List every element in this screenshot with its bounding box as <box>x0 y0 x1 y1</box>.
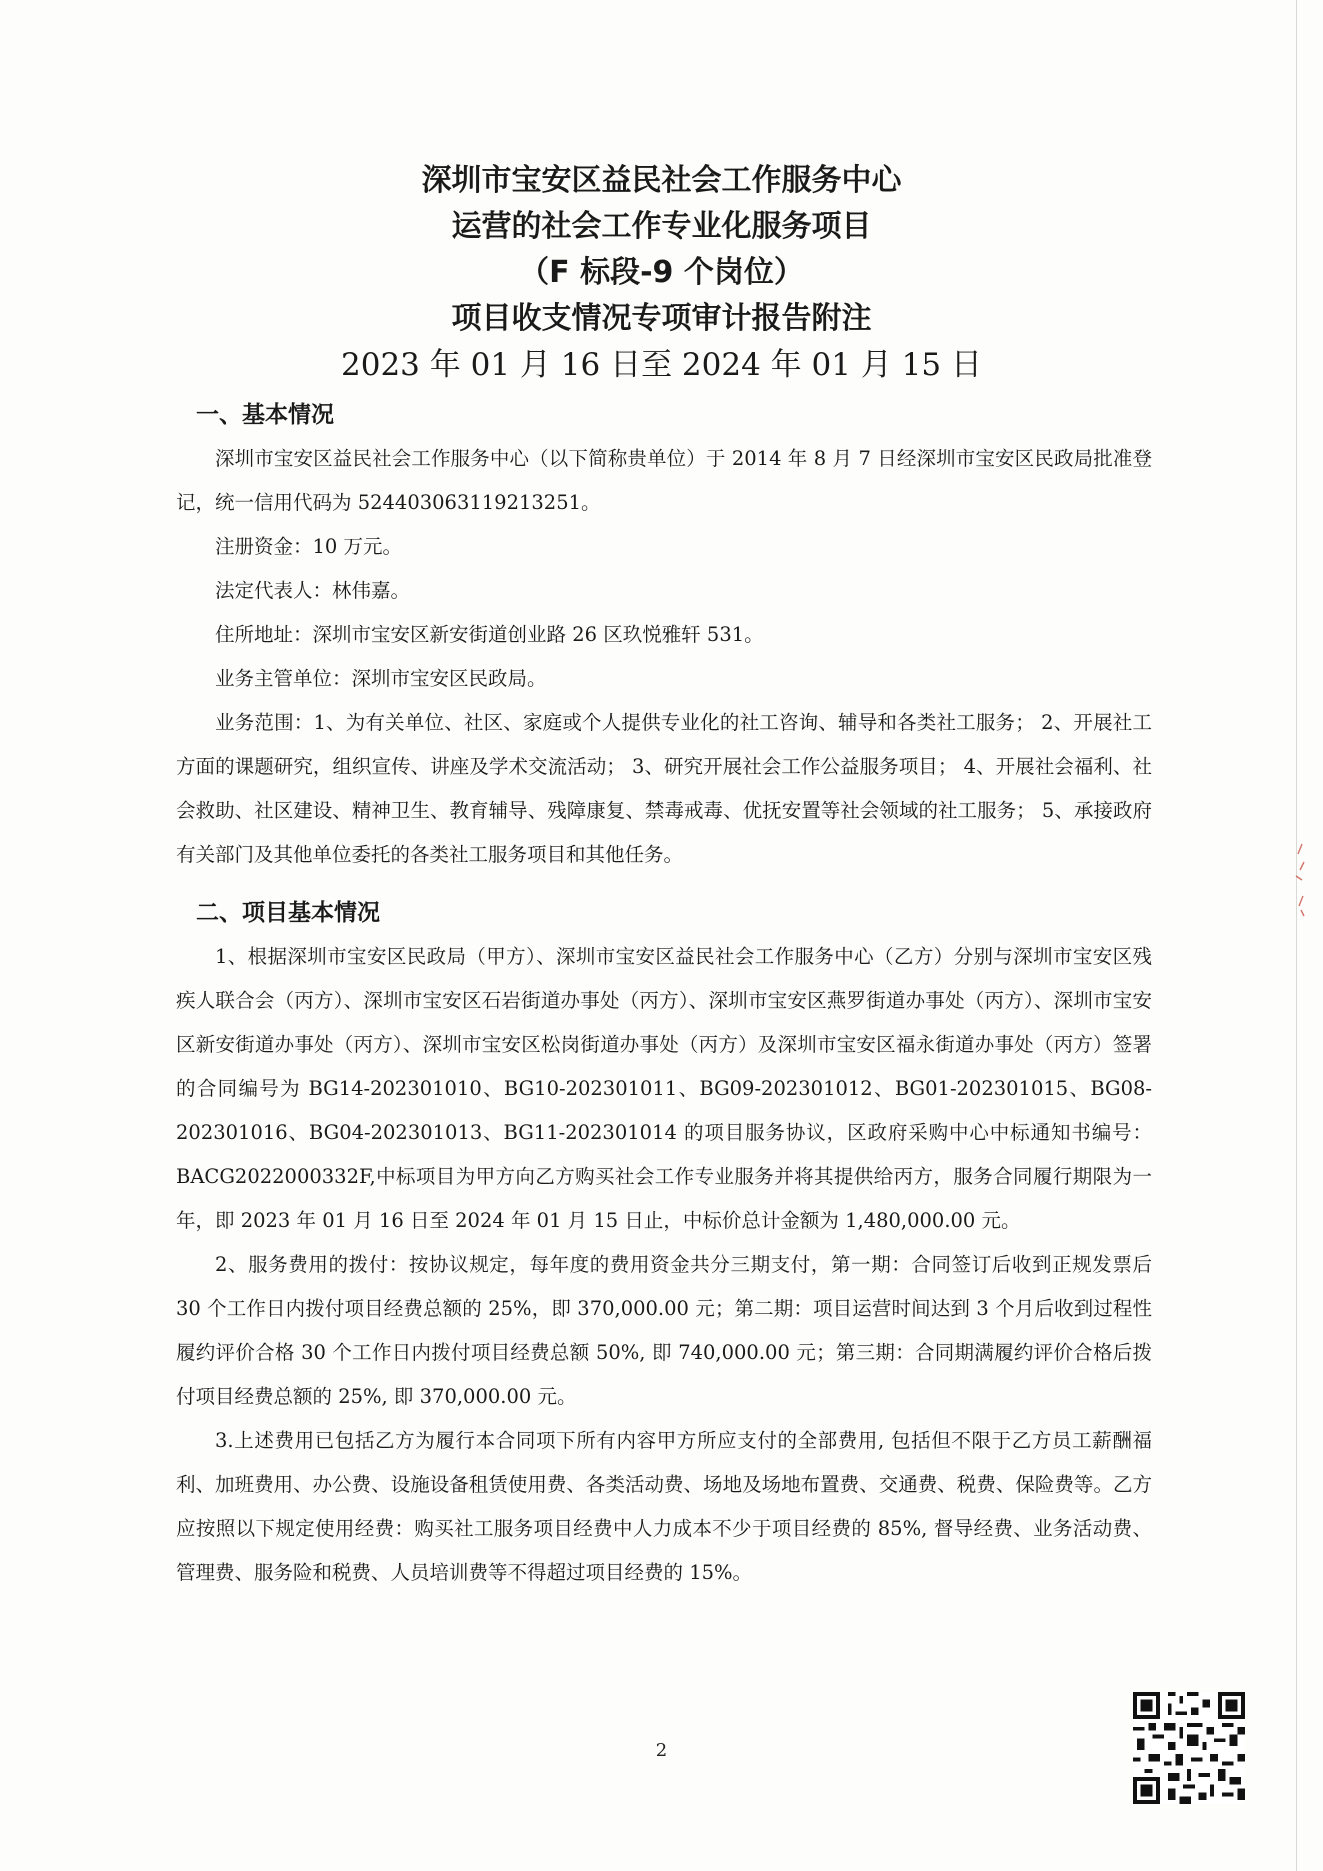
title-line-3: （F 标段-9 个岗位） <box>519 255 804 290</box>
section-1-para-3: 法定代表人：林伟嘉。 <box>215 579 411 602</box>
section-1-para-2: 注册资金：10 万元。 <box>215 535 403 558</box>
section-1-para-1: 深圳市宝安区益民社会工作服务中心（以下简称贵单位）于 2014 年 8 月 7 日经深圳市宝安区民政局批准登记，统一信用代码为 524403063119213251。 <box>176 447 1152 514</box>
section-1-para-6: 业务范围：1、为有关单位、社区、家庭或个人提供专业化的社工咨询、辅导和各类社工服务； 2、开展社工方面的课题研究，组织宣传、讲座及学术交流活动； 3、研究开展社会工作公益服务项目； 4、开展社会福利、社会救助、社区建设、精神卫生、教育辅导、残障康复、禁毒戒毒、优抚安置等社会领域的社工服务； 5、承接政府有关部门及其他单位委托的各类社工服务项目和其他任务。 <box>176 711 1152 866</box>
title-date-range: 2023 年 01 月 16 日至 2024 年 01 月 15 日 <box>341 347 982 383</box>
qr-code-icon <box>1133 1692 1245 1804</box>
section-2-heading: 二、项目基本情况 <box>196 900 380 926</box>
section-2-para-2: 2、服务费用的拨付：按协议规定，每年度的费用资金共分三期支付，第一期：合同签订后收到正规发票后 30 个工作日内拨付项目经费总额的 25%，即 370,000.00 元；第二期：项目运营时间达到 3 个月后收到过程性履约评价合格 30 个工作日内拨付项目经费总额 50%, 即 740,000.00 元；第三期：合同期满履约评价合格后拨付项目经费总额的 25%, 即 370,000.00 元。 <box>176 1253 1152 1408</box>
section-2-para-3: 3.上述费用已包括乙方为履行本合同项下所有内容甲方所应支付的全部费用, 包括但不限于乙方员工薪酬福利、加班费用、办公费、设施设备租赁使用费、各类活动费、场地及场地布置费、交通费、税费、保险费等。乙方应按照以下规定使用经费：购买社工服务项目经费中人力成本不少于项目经费的 85%, 督导经费、业务活动费、管理费、服务险和税费、人员培训费等不得超过项目经费的 15%。 <box>176 1429 1152 1584</box>
title-line-2: 运营的社会工作专业化服务项目 <box>451 209 872 244</box>
title-line-1: 深圳市宝安区益民社会工作服务中心 <box>421 163 902 198</box>
section-1-heading: 一、基本情况 <box>196 402 334 428</box>
report-body <box>176 393 1152 1595</box>
report-title <box>0 158 1323 388</box>
red-stamp-fragment <box>1290 840 1310 920</box>
section-1-para-4: 住所地址：深圳市宝安区新安街道创业路 26 区玖悦雅轩 531。 <box>215 623 764 646</box>
section-2-para-1: 1、根据深圳市宝安区民政局（甲方）、深圳市宝安区益民社会工作服务中心（乙方）分别与深圳市宝安区残疾人联合会（丙方）、深圳市宝安区石岩街道办事处（丙方）、深圳市宝安区燕罗街道办事处（丙方）、深圳市宝安区新安街道办事处（丙方）、深圳市宝安区松岗街道办事处（丙方）及深圳市宝安区福永街道办事处（丙方）签署的合同编号为 BG14-202301010、BG10-202301011、BG09-202301012、BG01-202301015、BG08-202301016、BG04-202301013、BG11-202301014 的项目服务协议，区政府采购中心中标通知书编号：BACG2022000332F,中标项目为甲方向乙方购买社会工作专业服务并将其提供给丙方，服务合同履行期限为一年，即 2023 年 01 月 16 日至 2024 年 01 月 15 日止，中标价总计金额为 1,480,000.00 元。 <box>176 945 1152 1232</box>
page-number: 2 <box>655 1740 668 1761</box>
title-line-4: 项目收支情况专项审计报告附注 <box>451 301 872 336</box>
section-1-para-5: 业务主管单位：深圳市宝安区民政局。 <box>215 667 547 690</box>
